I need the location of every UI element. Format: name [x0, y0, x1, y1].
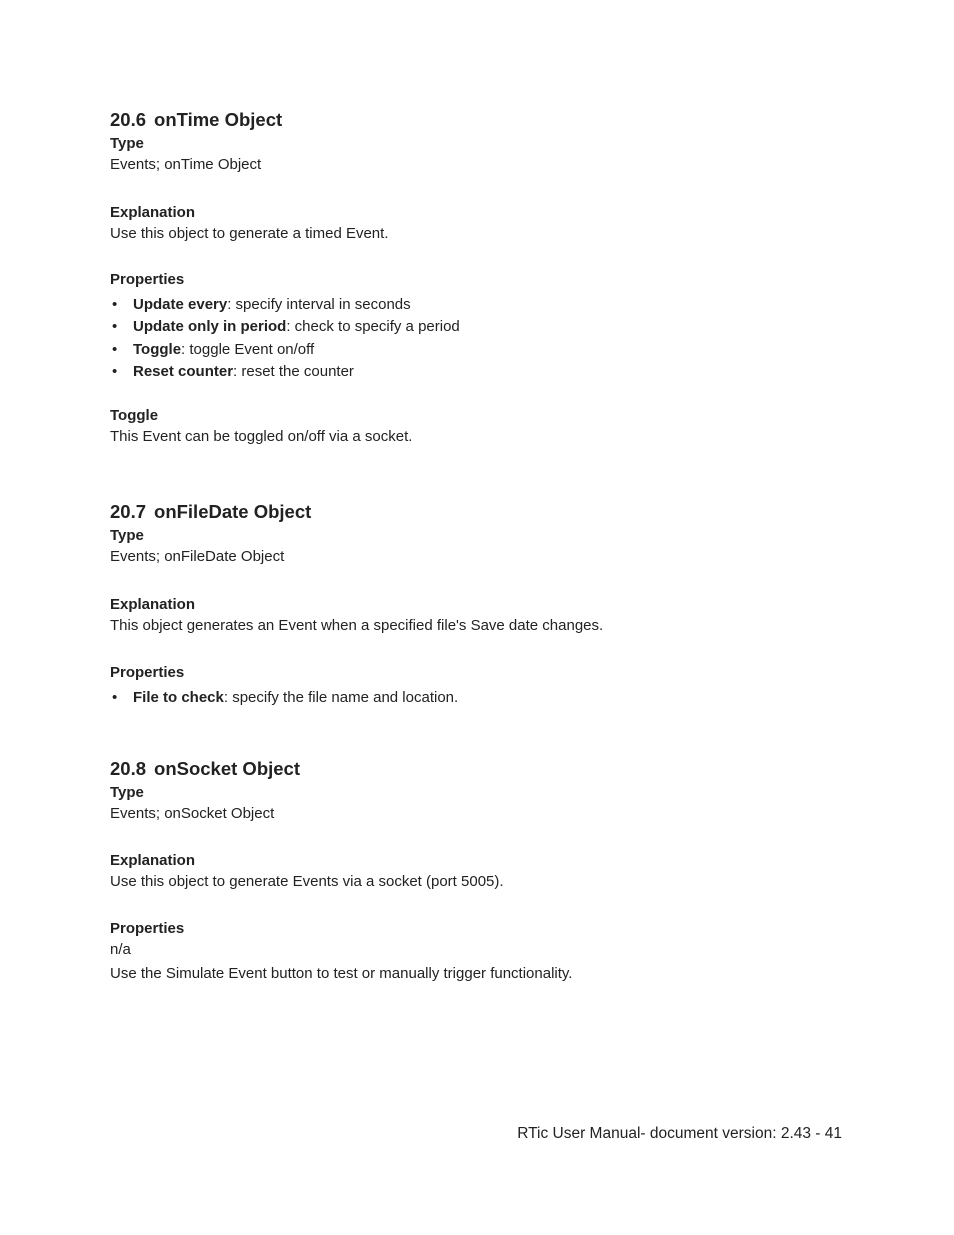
- explanation-value: Use this object to generate Events via a socket (port 5005).: [110, 873, 504, 890]
- property-desc: : specify the file name and location.: [223, 689, 459, 706]
- property-name: Toggle: [133, 340, 182, 358]
- property-desc: : specify interval in seconds: [227, 296, 411, 313]
- list-item: [110, 318, 850, 340]
- property-desc: : check to specify a period: [286, 318, 460, 336]
- explanation-label: Explanation: [110, 204, 196, 221]
- type-value: Events; onFileDate Object: [110, 548, 285, 565]
- type-value: Events; onSocket Object: [110, 805, 275, 822]
- section-heading: [110, 501, 850, 523]
- explanation-value: This object generates an Event when a specified file's Save date changes.: [110, 617, 604, 634]
- section-number: 20.8: [110, 758, 147, 779]
- section-title: onSocket Object: [154, 758, 300, 779]
- type-label: Type: [110, 527, 144, 544]
- type-label: Type: [110, 135, 144, 152]
- property-name: Reset counter: [133, 362, 234, 380]
- property-name: Update only in period: [133, 318, 287, 336]
- section-onfiledate: [110, 501, 850, 706]
- toggle-value: This Event can be toggled on/off via a socket.: [110, 428, 413, 445]
- section-title: onFileDate Object: [154, 501, 312, 522]
- type-label: Type: [110, 784, 144, 801]
- list-item: [110, 296, 850, 318]
- list-item: [110, 689, 850, 711]
- property-desc: : reset the counter: [233, 362, 354, 380]
- properties-list: [110, 689, 850, 711]
- bullet: •: [112, 689, 118, 706]
- bullet: •: [112, 296, 118, 313]
- property-desc: : toggle Event on/off: [181, 340, 315, 358]
- list-item: [110, 363, 850, 385]
- explanation-label: Explanation: [110, 596, 196, 613]
- type-value: Events; onTime Object: [110, 156, 262, 173]
- property-name: Update every: [133, 296, 228, 313]
- explanation-value: Use this object to generate a timed Event.: [110, 225, 389, 242]
- property-name: File to check: [133, 689, 224, 706]
- list-item: [110, 341, 850, 363]
- section-heading: [110, 758, 850, 780]
- properties-label: Properties: [110, 271, 185, 288]
- section-title: onTime Object: [154, 109, 283, 130]
- section-heading: [110, 109, 850, 131]
- explanation-label: Explanation: [110, 852, 196, 869]
- section-number: 20.7: [110, 501, 147, 522]
- bullet: •: [112, 362, 118, 380]
- section-onsocket: [110, 758, 850, 982]
- bullet: •: [112, 318, 118, 336]
- toggle-label: Toggle: [110, 407, 159, 424]
- bullet: •: [112, 340, 118, 358]
- section-number: 20.6: [110, 109, 147, 130]
- properties-label: Properties: [110, 920, 185, 937]
- properties-label: Properties: [110, 664, 185, 681]
- page-footer: RTic User Manual- document version: 2.43 - 41: [517, 1125, 842, 1142]
- note-text: Use the Simulate Event button to test or manually trigger functionality.: [110, 965, 573, 982]
- section-ontime: [110, 109, 850, 445]
- properties-list: [110, 296, 850, 385]
- properties-value: n/a: [110, 941, 131, 958]
